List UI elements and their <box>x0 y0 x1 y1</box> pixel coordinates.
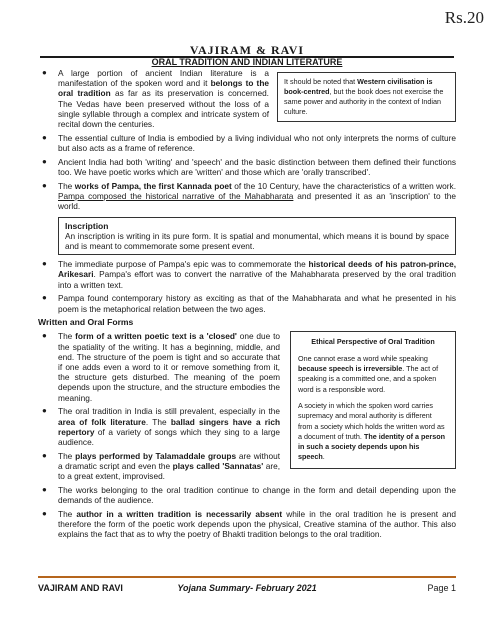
bold-text: plays performed by Talamaddale groups <box>75 450 237 461</box>
footer-divider <box>38 576 456 578</box>
text-segment: A society in which the spoken word carries supremacy and moral authority is different from a society which holds the written word as a document of truth. <box>298 400 445 441</box>
bullet-icon: ● <box>42 180 47 190</box>
top-bullet-list <box>38 68 456 211</box>
bullet-icon: ● <box>42 331 47 341</box>
section-heading: Written and Oral Forms <box>38 317 134 328</box>
middle-bullet-list <box>38 259 456 314</box>
footer-title: Yojana Summary- February 2021 <box>177 583 317 593</box>
bold-text: because speech is irreversible <box>298 364 403 374</box>
text-segment: It should be noted that <box>284 77 358 86</box>
bold-text: Western civilisation is book-centred <box>284 77 433 96</box>
bullet-item <box>38 68 456 129</box>
bullet-item <box>38 259 456 290</box>
bullet-icon: ● <box>42 68 47 77</box>
text-segment: and presented it as an 'inscription' to the world. <box>58 190 456 211</box>
text-segment: The oral tradition in India is still prevalent, especially in the <box>58 406 280 417</box>
text-segment: Pampa found contemporary history as exciting as that of the Mahabharata and what he presented in his poem is the metaphorical relation between the two ages. <box>58 293 456 314</box>
text-segment: of the 10 Century, have the characteristics of a written work. <box>231 180 457 191</box>
bullet-item <box>38 509 456 540</box>
text-segment: A large portion of ancient Indian literature is a manifestation of the spoken word and it <box>58 68 269 89</box>
bullet-icon: ● <box>42 132 47 142</box>
text-segment: Ancient India had both 'writing' and 'speech' and the basic distinction between them defined their functions too. We have poetic works which are 'written' and those which are 'orally transcribed'. <box>58 156 456 177</box>
text-segment: The <box>58 450 76 461</box>
text-segment: are, to a great extent, improvised. <box>58 460 280 482</box>
page-title: ORAL TRADITION AND INDIAN LITERATURE <box>151 57 343 67</box>
text-segment: while in the oral tradition he is present and therefore the form of the poetic work depends upon the physical, Creative stamina of the author. This also explains the fact that as to why the poetry of Bhakti tradition belongs to the oral tradition. <box>58 508 457 540</box>
inscription-box <box>58 217 456 256</box>
text-segment: . <box>322 452 325 462</box>
bullet-icon: ● <box>42 259 47 269</box>
bold-text: The identity of a person in such a society depends upon his speech <box>298 431 446 462</box>
bullet-item <box>38 485 456 505</box>
text-segment: , but the book does not exercise the same power and authority in the context of Indian culture. <box>284 87 444 116</box>
bullet-item <box>38 133 456 153</box>
masthead <box>40 44 454 58</box>
bold-text: form of a written poetic text is a 'closed' <box>75 331 237 342</box>
bold-text: historical deeds of his patron-prince, Arikesari <box>58 259 457 280</box>
text-segment: . The <box>145 416 171 427</box>
intro-section <box>38 68 456 215</box>
text-segment: as far as its preservation is concerned. The Vedas have been preserved without the loss of a single syllable through a complex and intricate system of recital down the centuries. <box>58 88 269 130</box>
bullet-icon: ● <box>42 156 47 166</box>
text-segment: The essential culture of India is embodied by a living individual who not only interprets the norms of culture but also acts as a frame of reference. <box>58 132 456 153</box>
page-number: Page 1 <box>427 583 456 593</box>
text-segment: Pampa composed the historical narrative of the Mahabharata <box>58 190 294 201</box>
bullet-item <box>38 157 456 177</box>
ethics-box-title: Ethical Perspective of Oral Tradition <box>311 337 435 347</box>
text-segment: of a variety of songs which they sing to a large audience. <box>58 426 280 447</box>
bottom-bullet-list <box>38 331 456 539</box>
text-segment: The works belonging to the oral tradition continue to change in the form and detail depending upon the demands of the audience. <box>58 484 456 506</box>
bullet-icon: ● <box>42 450 47 460</box>
text-segment: . Pampa's effort was to convert the narrative of the Mahabharata preserved by the oral tradition into a written text. <box>58 269 456 290</box>
bullet-icon: ● <box>42 293 47 303</box>
bullet-item <box>38 181 456 212</box>
bold-text: plays called 'Sannatas' <box>172 460 264 471</box>
bold-text: area of folk literature <box>58 416 146 427</box>
footer-brand: VAJIRAM AND RAVI <box>38 583 123 593</box>
bullet-item <box>38 451 456 482</box>
text-segment: The <box>58 508 77 519</box>
bullet-icon: ● <box>42 484 47 494</box>
inscription-box-title: Inscription <box>65 220 109 231</box>
bullet-item <box>38 293 456 313</box>
bold-text: ballad singers have a rich repertory <box>58 416 281 437</box>
inscription-box-text: An inscription is writing in its pure form. It is spatial and monumental, which means it is bound by space and is meant to commemorate some present event. <box>65 230 449 252</box>
bold-text: works of Pampa, the first Kannada poet <box>74 180 232 191</box>
bold-text: belongs to the oral tradition <box>58 78 269 99</box>
text-segment: One cannot erase a word while speaking <box>298 353 428 363</box>
text-segment: one due to the spatiality of the writing. It has a beginning, middle, and end. The structure of the poem is tight and so accurate that if one adds even a word to it or remove something from it, the structure gets disturbed. The meaning of the poem depends upon the structure, and the structure embodies the meaning. <box>58 331 280 403</box>
bullet-icon: ● <box>42 406 47 416</box>
bullet-icon: ● <box>42 508 47 518</box>
page-content <box>38 68 456 543</box>
price-label: Rs.20 <box>444 8 484 27</box>
brand-name: VAJIRAM & RAVI <box>189 43 305 57</box>
bullet-item <box>38 331 456 402</box>
text-segment: are without a dramatic script and even the <box>58 450 281 471</box>
bullet-item <box>38 406 456 447</box>
text-segment: The <box>58 331 76 342</box>
bold-text: author in a written tradition is necessarily absent <box>76 508 283 519</box>
text-segment: The immediate purpose of Pampa's epic was to commemorate the <box>58 259 309 270</box>
text-segment: . The act of speaking is a committed one, and a spoken word is a responsible word. <box>298 364 439 394</box>
text-segment: The <box>58 180 75 191</box>
